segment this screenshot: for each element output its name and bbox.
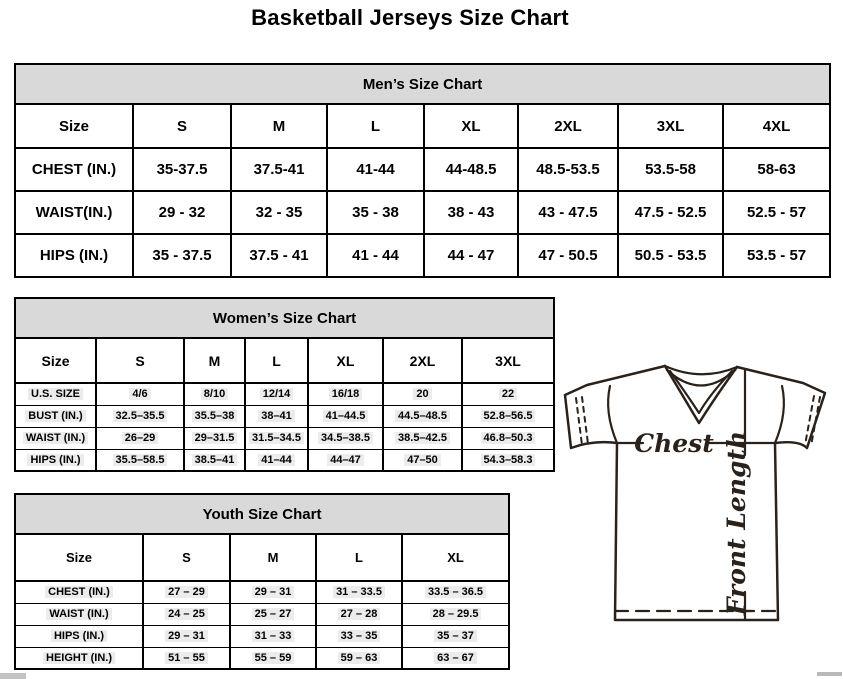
size-value-cell: 29 – 31 bbox=[230, 581, 316, 603]
size-value-cell: 44-48.5 bbox=[424, 148, 518, 191]
page-title: Basketball Jerseys Size Chart bbox=[251, 5, 569, 30]
womens-size-table bbox=[14, 297, 555, 472]
size-value-cell: 44 - 47 bbox=[424, 234, 518, 277]
size-value-cell: 44.5–48.5 bbox=[383, 405, 462, 427]
size-value-cell: 33.5 – 36.5 bbox=[402, 581, 509, 603]
size-value-cell: 31.5–34.5 bbox=[245, 427, 308, 449]
mens-table-title: Men’s Size Chart bbox=[15, 64, 830, 104]
jersey-measurement-diagram bbox=[558, 356, 838, 652]
size-value-cell: 31 – 33 bbox=[230, 625, 316, 647]
column-header: M bbox=[231, 104, 327, 148]
column-header: L bbox=[316, 534, 402, 581]
column-header: L bbox=[245, 338, 308, 383]
size-value-cell: 47.5 - 52.5 bbox=[618, 191, 723, 234]
column-header: Size bbox=[15, 338, 96, 383]
size-value-cell: 41 - 44 bbox=[327, 234, 424, 277]
row-label: WAIST(IN.) bbox=[15, 191, 133, 234]
table-row bbox=[15, 603, 509, 625]
column-header: L bbox=[327, 104, 424, 148]
size-value-cell: 28 – 29.5 bbox=[402, 603, 509, 625]
size-value-cell: 59 – 63 bbox=[316, 647, 402, 669]
size-value-cell: 53.5 - 57 bbox=[723, 234, 830, 277]
column-header: XL bbox=[402, 534, 509, 581]
row-label: CHEST (IN.) bbox=[15, 148, 133, 191]
size-value-cell: 27 – 29 bbox=[143, 581, 230, 603]
column-header: 3XL bbox=[618, 104, 723, 148]
row-label: HEIGHT (IN.) bbox=[15, 647, 143, 669]
size-value-cell: 51 – 55 bbox=[143, 647, 230, 669]
size-value-cell: 8/10 bbox=[184, 383, 245, 405]
size-value-cell: 22 bbox=[462, 383, 554, 405]
size-value-cell: 48.5-53.5 bbox=[518, 148, 618, 191]
size-value-cell: 58-63 bbox=[723, 148, 830, 191]
size-value-cell: 63 – 67 bbox=[402, 647, 509, 669]
column-header: XL bbox=[424, 104, 518, 148]
size-value-cell: 12/14 bbox=[245, 383, 308, 405]
size-value-cell: 37.5 - 41 bbox=[231, 234, 327, 277]
size-value-cell: 47–50 bbox=[383, 449, 462, 471]
table-row bbox=[15, 625, 509, 647]
size-value-cell: 41–44.5 bbox=[308, 405, 383, 427]
size-value-cell: 54.3–58.3 bbox=[462, 449, 554, 471]
womens-table-title: Women’s Size Chart bbox=[15, 298, 554, 338]
size-value-cell: 35 – 37 bbox=[402, 625, 509, 647]
size-value-cell: 16/18 bbox=[308, 383, 383, 405]
table-row bbox=[15, 427, 554, 449]
size-value-cell: 34.5–38.5 bbox=[308, 427, 383, 449]
size-value-cell: 35 - 38 bbox=[327, 191, 424, 234]
column-header: Size bbox=[15, 534, 143, 581]
size-value-cell: 38.5–42.5 bbox=[383, 427, 462, 449]
size-value-cell: 53.5-58 bbox=[618, 148, 723, 191]
size-value-cell: 55 – 59 bbox=[230, 647, 316, 669]
row-label: BUST (IN.) bbox=[15, 405, 96, 427]
size-value-cell: 46.8–50.3 bbox=[462, 427, 554, 449]
table-row bbox=[15, 148, 830, 191]
row-label: WAIST (IN.) bbox=[15, 603, 143, 625]
size-value-cell: 35 - 37.5 bbox=[133, 234, 231, 277]
size-value-cell: 50.5 - 53.5 bbox=[618, 234, 723, 277]
column-header: 2XL bbox=[383, 338, 462, 383]
table-row bbox=[15, 581, 509, 603]
size-value-cell: 24 – 25 bbox=[143, 603, 230, 625]
size-value-cell: 52.8–56.5 bbox=[462, 405, 554, 427]
column-header: Size bbox=[15, 104, 133, 148]
size-value-cell: 4/6 bbox=[96, 383, 184, 405]
column-header: M bbox=[184, 338, 245, 383]
table-row bbox=[15, 449, 554, 471]
size-value-cell: 38 - 43 bbox=[424, 191, 518, 234]
size-value-cell: 27 – 28 bbox=[316, 603, 402, 625]
youth-size-table bbox=[14, 493, 510, 670]
size-value-cell: 32 - 35 bbox=[231, 191, 327, 234]
size-value-cell: 29 - 32 bbox=[133, 191, 231, 234]
table-row bbox=[15, 234, 830, 277]
table-row bbox=[15, 647, 509, 669]
row-label: HIPS (IN.) bbox=[15, 625, 143, 647]
size-value-cell: 29 – 31 bbox=[143, 625, 230, 647]
size-value-cell: 25 – 27 bbox=[230, 603, 316, 625]
size-value-cell: 33 – 35 bbox=[316, 625, 402, 647]
column-header: S bbox=[143, 534, 230, 581]
table-row bbox=[15, 405, 554, 427]
size-value-cell: 35.5–58.5 bbox=[96, 449, 184, 471]
jersey-outline-graphic bbox=[565, 366, 825, 620]
size-value-cell: 29–31.5 bbox=[184, 427, 245, 449]
column-header: XL bbox=[308, 338, 383, 383]
row-label: WAIST (IN.) bbox=[15, 427, 96, 449]
size-value-cell: 37.5-41 bbox=[231, 148, 327, 191]
size-value-cell: 35-37.5 bbox=[133, 148, 231, 191]
size-value-cell: 35.5–38 bbox=[184, 405, 245, 427]
size-value-cell: 31 – 33.5 bbox=[316, 581, 402, 603]
chest-label: Chest bbox=[634, 429, 714, 458]
size-value-cell: 41-44 bbox=[327, 148, 424, 191]
column-header: S bbox=[96, 338, 184, 383]
mens-size-table bbox=[14, 63, 831, 278]
size-value-cell: 43 - 47.5 bbox=[518, 191, 618, 234]
size-value-cell: 52.5 - 57 bbox=[723, 191, 830, 234]
size-value-cell: 26–29 bbox=[96, 427, 184, 449]
front-length-label: Front Length bbox=[722, 430, 751, 616]
youth-table-title: Youth Size Chart bbox=[15, 494, 509, 534]
size-value-cell: 38.5–41 bbox=[184, 449, 245, 471]
table-row bbox=[15, 383, 554, 405]
size-value-cell: 38–41 bbox=[245, 405, 308, 427]
column-header: M bbox=[230, 534, 316, 581]
bottom-right-artifact bbox=[817, 672, 842, 676]
size-value-cell: 32.5–35.5 bbox=[96, 405, 184, 427]
column-header: 3XL bbox=[462, 338, 554, 383]
row-label: HIPS (IN.) bbox=[15, 449, 96, 471]
row-label: HIPS (IN.) bbox=[15, 234, 133, 277]
column-header: 4XL bbox=[723, 104, 830, 148]
size-value-cell: 20 bbox=[383, 383, 462, 405]
column-header: S bbox=[133, 104, 231, 148]
bottom-left-artifact bbox=[0, 673, 26, 679]
row-label: U.S. SIZE bbox=[15, 383, 96, 405]
table-row bbox=[15, 191, 830, 234]
column-header: 2XL bbox=[518, 104, 618, 148]
row-label: CHEST (IN.) bbox=[15, 581, 143, 603]
size-value-cell: 41–44 bbox=[245, 449, 308, 471]
size-value-cell: 44–47 bbox=[308, 449, 383, 471]
size-value-cell: 47 - 50.5 bbox=[518, 234, 618, 277]
